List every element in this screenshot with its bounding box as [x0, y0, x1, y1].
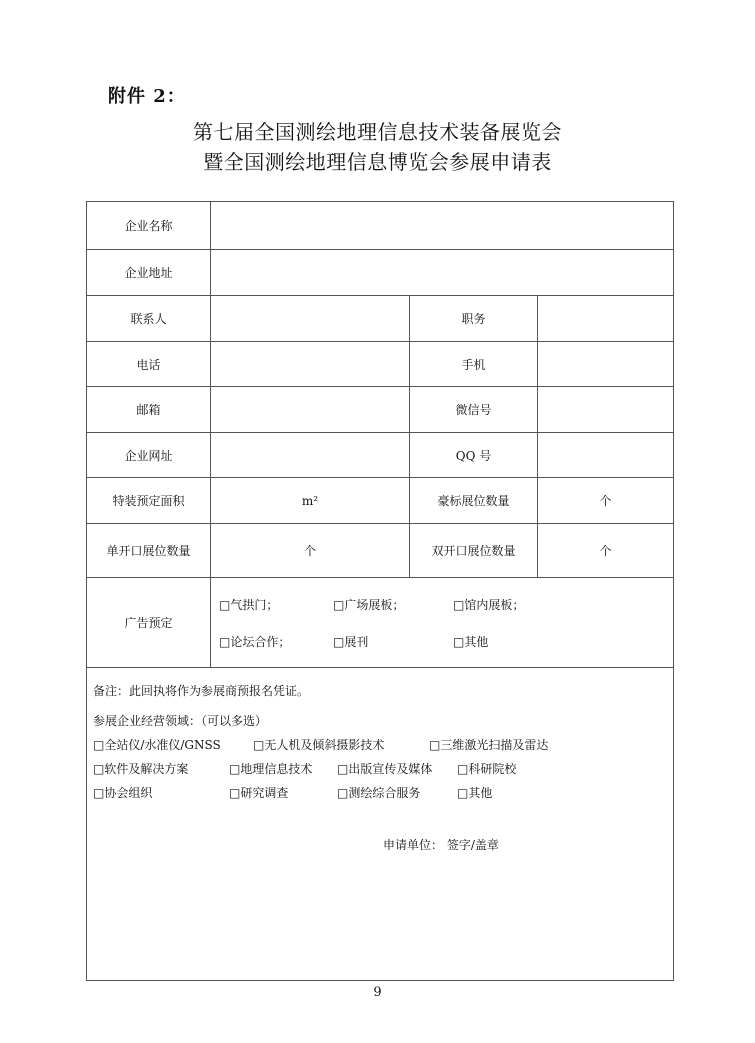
ads-options — [211, 578, 674, 668]
signature-line: 申请单位： 签字/盖章 — [383, 838, 499, 852]
ad-option-plaza-board[interactable]: □广场展板； — [333, 597, 405, 612]
domain-option[interactable]: □无人机及倾斜摄影技术 — [253, 738, 385, 752]
row-notes — [87, 668, 674, 981]
domain-option[interactable]: □测绘综合服务 — [337, 786, 421, 800]
ad-option-arch[interactable]: □气拱门； — [219, 597, 279, 612]
application-form-table — [86, 201, 674, 981]
field-website[interactable] — [211, 433, 410, 478]
field-special-area[interactable]: m² — [211, 478, 410, 524]
field-single-open[interactable]: 个 — [211, 524, 410, 578]
row-ads — [87, 578, 674, 668]
row-company-name — [87, 202, 674, 250]
label-company-name: 企业名称 — [87, 202, 211, 250]
field-phone[interactable] — [211, 342, 410, 387]
row-email — [87, 387, 674, 433]
remark-text: 备注：此回执将作为参展商预报名凭证。 — [93, 684, 310, 698]
ad-option-magazine[interactable]: □展刊 — [333, 634, 369, 649]
label-contact: 联系人 — [87, 296, 211, 342]
label-std-booth: 豪标展位数量 — [410, 478, 538, 524]
domain-option[interactable]: □全站仪/水准仪/GNSS — [93, 738, 221, 752]
ad-option-other[interactable]: □其他 — [453, 634, 489, 649]
domain-option[interactable]: □地理信息技术 — [229, 762, 313, 776]
label-ads: 广告预定 — [87, 578, 211, 668]
domain-option[interactable]: □出版宣传及媒体 — [337, 762, 433, 776]
label-email: 邮箱 — [87, 387, 211, 433]
label-special-area: 特装预定面积 — [87, 478, 211, 524]
field-company-address[interactable] — [211, 250, 674, 296]
row-booth-area — [87, 478, 674, 524]
domain-option[interactable]: □三维激光扫描及雷达 — [429, 738, 549, 752]
label-mobile: 手机 — [410, 342, 538, 387]
domain-option[interactable]: □研究调查 — [229, 786, 289, 800]
field-double-open[interactable]: 个 — [538, 524, 674, 578]
field-email[interactable] — [211, 387, 410, 433]
domain-title: 参展企业经营领域：（可以多选） — [93, 714, 268, 728]
page-number: 9 — [373, 985, 382, 1000]
row-website — [87, 433, 674, 478]
domain-option[interactable]: □其他 — [457, 786, 493, 800]
attachment-label: 附件 2： — [108, 86, 186, 107]
field-wechat[interactable] — [538, 387, 674, 433]
row-company-address — [87, 250, 674, 296]
label-single-open: 单开口展位数量 — [87, 524, 211, 578]
label-double-open: 双开口展位数量 — [410, 524, 538, 578]
label-phone: 电话 — [87, 342, 211, 387]
notes-cell — [87, 668, 674, 981]
ad-option-hall-board[interactable]: □馆内展板； — [453, 597, 525, 612]
row-open-booths — [87, 524, 674, 578]
ad-option-forum[interactable]: □论坛合作； — [219, 634, 291, 649]
field-company-name[interactable] — [211, 202, 674, 250]
form-title-line1: 第七届全国测绘地理信息技术装备展览会 — [193, 120, 562, 144]
domain-option[interactable]: □软件及解决方案 — [93, 762, 189, 776]
domain-option[interactable]: □协会组织 — [93, 786, 153, 800]
label-qq: QQ 号 — [410, 433, 538, 478]
field-mobile[interactable] — [538, 342, 674, 387]
label-website: 企业网址 — [87, 433, 211, 478]
form-title-line2: 暨全国测绘地理信息博览会参展申请表 — [203, 150, 552, 174]
row-contact — [87, 296, 674, 342]
field-contact[interactable] — [211, 296, 410, 342]
label-company-address: 企业地址 — [87, 250, 211, 296]
field-std-booth[interactable]: 个 — [538, 478, 674, 524]
field-qq[interactable] — [538, 433, 674, 478]
field-position[interactable] — [538, 296, 674, 342]
label-wechat: 微信号 — [410, 387, 538, 433]
row-phone — [87, 342, 674, 387]
domain-option[interactable]: □科研院校 — [457, 762, 517, 776]
label-position: 职务 — [410, 296, 538, 342]
